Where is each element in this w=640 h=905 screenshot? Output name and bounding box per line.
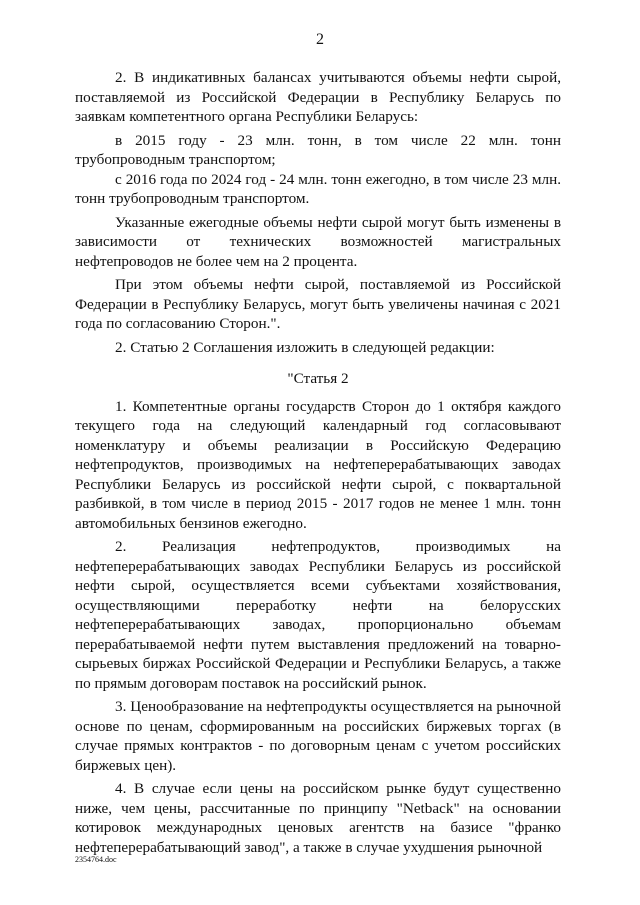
- paragraph-indicative-balances: 2. В индикативных балансах учитываются объемы нефти сырой, поставляемой из Российской Федерации в Республику Беларусь по заявкам компетентного органа Республики Беларусь:: [75, 69, 561, 125]
- paragraph-article-2-amendment: 2. Статью 2 Соглашения изложить в следующей редакции:: [115, 338, 495, 356]
- paragraph-2016-2024-volumes: с 2016 года по 2024 год - 24 млн. тонн ежегодно, в том числе 23 млн. тонн трубопроводным транспортом.: [75, 170, 561, 207]
- article-2-clause-4: 4. В случае если цены на российском рынке будут существенно ниже, чем цены, рассчитанные по принципу "Netback" на основании котировок международных ценовых агентств на базисе "франко нефтеперерабатывающий завод", а также в случае ухудшения рыночной: [75, 780, 561, 856]
- article-2-clause-3: 3. Ценообразование на нефтепродукты осуществляется на рыночной основе по ценам, сформированным на российских биржевых торгах (в случае прямых контрактов - по договорным ценам с учетом российских биржевых цен).: [75, 698, 561, 774]
- article-2-heading: "Статья 2: [287, 370, 349, 387]
- document-body: [75, 68, 561, 861]
- paragraph-2015-volumes: в 2015 году - 23 млн. тонн, в том числе 22 млн. тонн трубопроводным транспортом;: [75, 131, 561, 168]
- paragraph-volume-change: Указанные ежегодные объемы нефти сырой могут быть изменены в зависимости от технических возможностей магистральных нефтепроводов не более чем на 2 процента.: [75, 213, 561, 270]
- article-2-clause-2: 2. Реализация нефтепродуктов, производимых на нефтеперерабатывающих заводах Республики Беларусь из российской нефти сырой, осуществляется всеми субъектами хозяйствования, осуществляющими переработку нефти на белорусских нефтеперерабатывающих заводах, пропорционально объемам перерабатываемой нефти путем выставления предложений на товарно-сырьевых биржах Российской Федерации и Республики Беларусь, а также по прямым договорам поставок на российский рынок.: [75, 538, 561, 692]
- page-number: 2: [316, 31, 324, 48]
- document-filename: 2354764.doc: [75, 855, 117, 864]
- paragraph-volume-increase: При этом объемы нефти сырой, поставляемой из Российской Федерации в Республику Беларусь, могут быть увеличены начиная с 2021 года по согласованию Сторон.".: [75, 276, 561, 332]
- article-2-clause-1: 1. Компетентные органы государств Сторон до 1 октября каждого текущего года на следующий календарный год согласовывают номенклатуру и объемы реализации в Российскую Федерацию нефтепродуктов, производимых на нефтеперерабатывающих заводах Республики Беларусь из российской нефти сырой, с поквартальной разбивкой, в том числе в период 2015 - 2017 годов не менее 1 млн. тонн автомобильных бензинов ежегодно.: [75, 397, 561, 532]
